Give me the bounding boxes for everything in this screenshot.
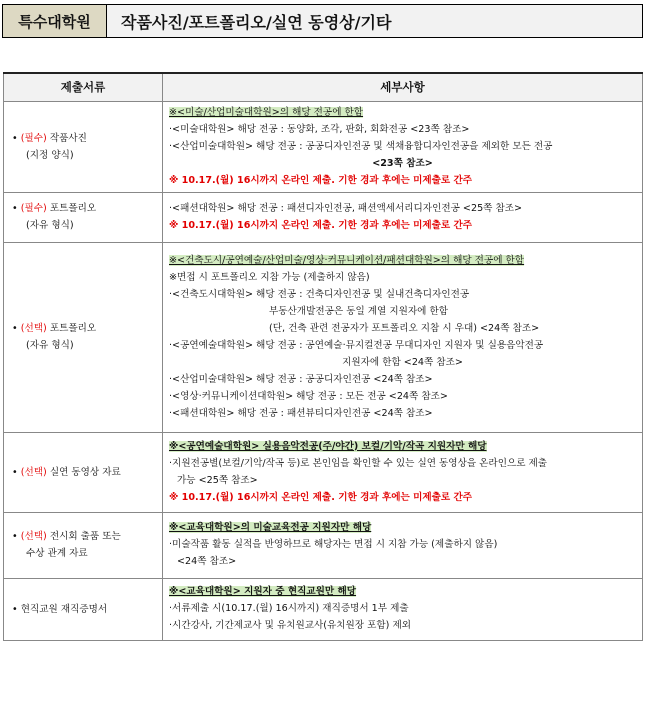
table-row — [4, 432, 643, 512]
page-ref: <24쪽 참조> — [177, 556, 237, 567]
detail-line: ※면접 시 포트폴리오 지참 가능 (제출하지 않음) — [169, 271, 370, 283]
document-cell: • (선택) 포트폴리오 (자유 형식) — [4, 242, 163, 432]
col-header-details: 세부사항 — [163, 73, 643, 101]
detail-cell — [163, 578, 643, 640]
detail-line: ·<산업미술대학원> 해당 전공 : 공공디자인전공 및 색채융합디자인전공을 제외한 모든 전공 — [169, 140, 553, 152]
document-cell: • (선택) 실연 동영상 자료 — [4, 432, 163, 512]
scope-note: ※<미술/산업미술대학원>의 해당 전공에 한함 — [169, 106, 364, 118]
detail-line: 지원자에 한함 <24쪽 참조> — [342, 356, 463, 368]
detail-line: 부동산개발전공은 동일 계열 지원자에 한함 — [269, 305, 449, 317]
detail-cell — [163, 432, 643, 512]
detail-line: 가능 <25쪽 참조> — [177, 474, 258, 486]
document-format: (자유 형식) — [26, 220, 74, 231]
document-name: 실연 동영상 자료 — [49, 466, 121, 478]
section-tag: 특수대학원 — [3, 5, 107, 37]
document-cell: • (선택) 전시회 출품 또는 수상 관계 자료 — [4, 512, 163, 578]
detail-line: ·서류제출 시(10.17.(월) 16시까지) 재직증명서 1부 제출 — [169, 603, 409, 614]
detail-line: ·<산업미술대학원> 해당 전공 : 공공디자인전공 <24쪽 참조> — [169, 373, 433, 385]
documents-table — [3, 72, 643, 641]
scope-note: ※<교육대학원>의 미술교육전공 지원자만 해당 — [169, 522, 372, 533]
deadline-note: ※ 10.17.(월) 16시까지 온라인 제출. 기한 경과 후에는 미제출로 간주 — [169, 219, 473, 231]
table-row — [4, 101, 643, 192]
col-header-documents: 제출서류 — [4, 73, 163, 101]
table-row — [4, 192, 643, 242]
required-badge: (필수) — [20, 132, 47, 144]
document-name: 전시회 출품 또는 — [49, 531, 121, 542]
detail-cell — [163, 242, 643, 432]
detail-line: ·시간강사, 기간제교사 및 유치원교사(유치원장 포함) 제외 — [169, 620, 411, 631]
optional-badge: (선택) — [20, 323, 47, 334]
deadline-note: ※ 10.17.(월) 16시까지 온라인 제출. 기한 경과 후에는 미제출로 간주 — [169, 174, 473, 186]
table-row — [4, 242, 643, 432]
document-name: 현직교원 재직증명서 — [20, 603, 108, 615]
document-cell: • (필수) 포트폴리오 (자유 형식) — [4, 192, 163, 242]
table-row — [4, 578, 643, 640]
detail-line: ·<미술대학원> 해당 전공 : 동양화, 조각, 판화, 회화전공 <23쪽 참조> — [169, 123, 470, 135]
detail-cell — [163, 512, 643, 578]
section-title: 작품사진/포트폴리오/실연 동영상/기타 — [107, 5, 642, 37]
detail-line: ·지원전공별(보컬/기악/작곡 등)로 본인임을 확인할 수 있는 실연 동영상을 온라인으로 제출 — [169, 457, 548, 469]
document-format: (자유 형식) — [26, 340, 74, 351]
page-ref: <23쪽 참조> — [372, 157, 433, 169]
section-header — [2, 4, 643, 38]
document-name: 포트폴리오 — [49, 323, 97, 334]
document-format: (지정 양식) — [26, 149, 74, 161]
optional-badge: (선택) — [20, 531, 47, 542]
detail-cell — [163, 192, 643, 242]
detail-line: ·<영상·커뮤니케이션대학원> 해당 전공 : 모든 전공 <24쪽 참조> — [169, 390, 448, 402]
scope-note: ※<교육대학원> 지원자 중 현직교원만 해당 — [169, 586, 357, 597]
required-badge: (필수) — [20, 203, 47, 214]
detail-line: ·<공연예술대학원> 해당 전공 : 공연예술·뮤지컬전공 무대디자인 지원자 및 실용음악전공 — [169, 339, 544, 351]
optional-badge: (선택) — [20, 466, 47, 478]
scope-note: ※<공연예술대학원> 실용음악전공(주/야간) 보컬/기악/작곡 지원자만 해당 — [169, 440, 487, 452]
detail-line: ·<패션대학원> 해당 전공 : 패션디자인전공, 패션액세서리디자인전공 <25쪽 참조> — [169, 202, 523, 214]
document-cell: • 현직교원 재직증명서 — [4, 578, 163, 640]
detail-line: ·<패션대학원> 해당 전공 : 패션뷰티디자인전공 <24쪽 참조> — [169, 407, 433, 419]
deadline-note: ※ 10.17.(월) 16시까지 온라인 제출. 기한 경과 후에는 미제출로 간주 — [169, 491, 473, 503]
table-row — [4, 512, 643, 578]
document-cell: • (필수) 작품사진 (지정 양식) — [4, 101, 163, 192]
document-name: 작품사진 — [49, 132, 87, 144]
detail-line: ·미술작품 활동 실적을 반영하므로 해당자는 면접 시 지참 가능 (제출하지 않음) — [169, 539, 498, 550]
scope-note: ※<건축도시/공연예술/산업미술/영상·커뮤니케이션/패션대학원>의 해당 전공에 한함 — [169, 254, 525, 266]
document-name: 포트폴리오 — [49, 203, 97, 214]
detail-line: (단, 건축 관련 전공자가 포트폴리오 지참 시 우대) <24쪽 참조> — [269, 322, 540, 334]
detail-cell — [163, 101, 643, 192]
document-format: 수상 관계 자료 — [26, 548, 88, 559]
detail-line: ·<건축도시대학원> 해당 전공 : 건축디자인전공 및 실내건축디자인전공 — [169, 288, 470, 300]
